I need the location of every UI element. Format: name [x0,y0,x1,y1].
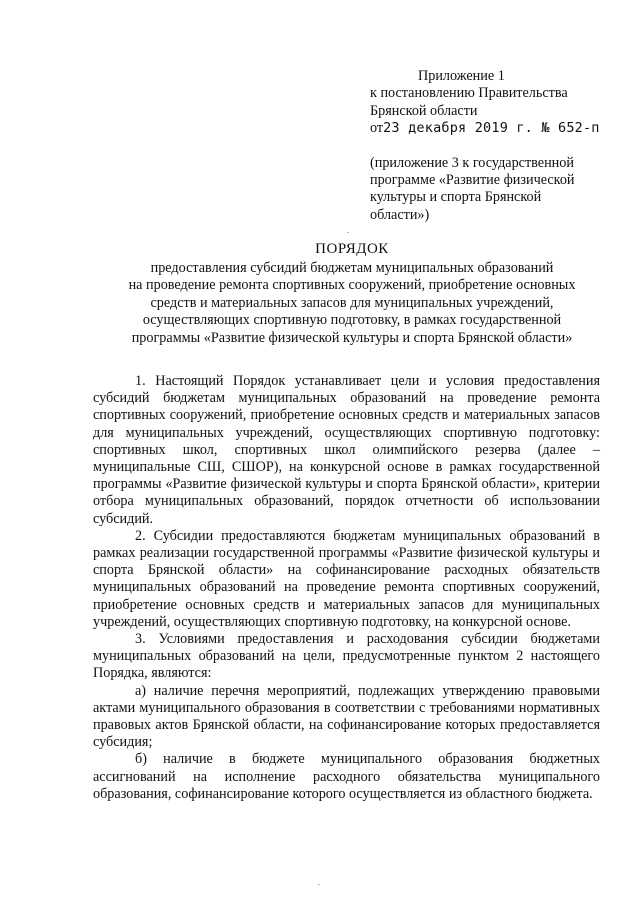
appendix-note-line-4: области») [370,206,430,223]
appendix-note-line-3: культуры и спорта Брянской [370,189,542,206]
heading-line: программы «Развитие физической культуры и спорта Брянской области» [131,329,573,346]
document-body [93,373,600,803]
paragraph-3a: а) наличие перечня мероприятий, подлежащих утверждению правовыми актами муниципального образования в соответствии с требованиями нормативных правовых актов Брянской области, на софинансирование которых предоставляется субсидия; [93,682,600,751]
appendix-block [370,68,620,224]
paragraph-3: 3. Условиями предоставления и расходования субсидии бюджетами муниципальных образований на цели, предусмотренные пунктом 2 настоящего Порядка, являются: [93,631,600,682]
paragraph-1: 1. Настоящий Порядок устанавливает цели и условия предоставления субсидий бюджетам муниципальных образований на проведение ремонта спортивных сооружений, приобретение основных средств и материальных запасов для муниципальных учреждений, осуществляющих спортивную подготовку: спортивных школ, спортивных школ олимпийского резерва (далее – муниципальные СШ, СШОР), на конкурсной основе в рамках государственной программы «Развитие физической культуры и спорта Брянской области», критерии отбора муниципальных образований, порядок отчетности об использовании субсидий. [93,373,600,527]
appendix-date-line [370,120,620,137]
heading-line: средств и материальных запасов для муниципальных учреждений, [150,294,554,311]
heading-line: осуществляющих спортивную подготовку, в рамках государственной [142,312,562,329]
appendix-line-2: Брянской области [370,102,478,119]
appendix-note-line-2: программе «Развитие физической [370,172,575,189]
document-title: ПОРЯДОК [315,241,389,257]
paragraph-2: 2. Субсидии предоставляются бюджетам муниципальных образований в рамках реализации государственной программы «Развитие физической культуры и спорта Брянской области» на софинансирование расходных обязательств муниципальных образований на проведение ремонта спортивных сооружений, приобретение основных средств и материальных запасов для муниципальных учреждений, осуществляющих спортивную подготовку, на конкурсной основе. [93,527,600,630]
appendix-line-1: к постановлению Правительства [370,85,568,102]
scan-speck [318,884,320,885]
document-heading [92,241,612,348]
heading-line: предоставления субсидий бюджетам муниципальных образований [150,259,554,276]
date-handwritten: 23 декабря 2019 г. № 652-п [383,120,600,137]
paragraph-3b: б) наличие в бюджете муниципального образования бюджетных ассигнований на исполнение расходного обязательства муниципального образования, софинансирование которого осуществляется из областного бюджета. [93,751,600,802]
appendix-title: Приложение 1 [418,68,505,84]
date-prefix: от [370,120,384,137]
appendix-note-line-1: (приложение 3 к государственной [370,154,574,171]
scan-speck [347,232,349,233]
heading-line: на проведение ремонта спортивных сооружений, приобретение основных [128,277,576,294]
